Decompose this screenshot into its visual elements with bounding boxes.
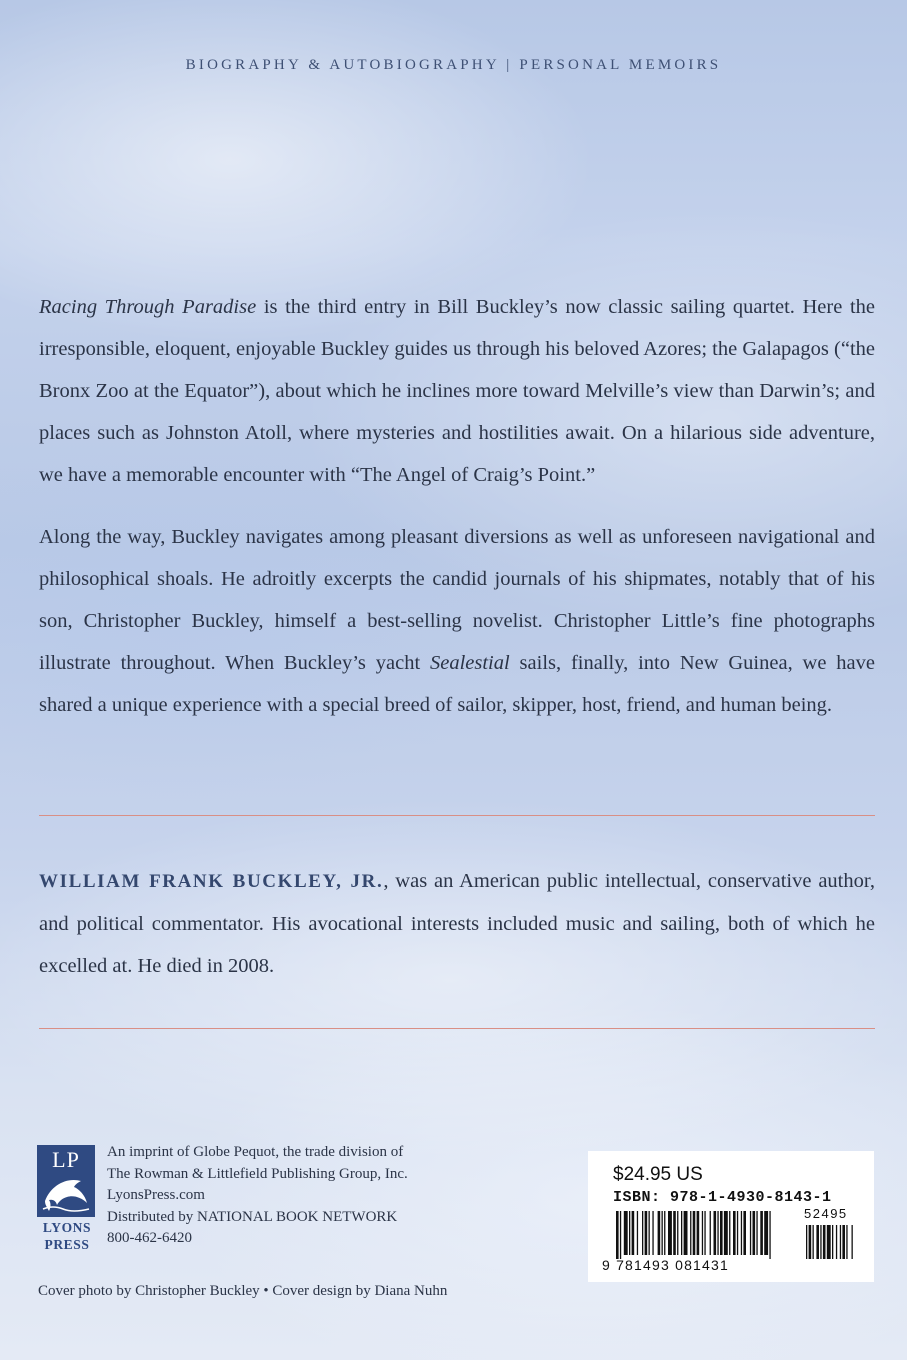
- barcode-panel: [588, 1151, 874, 1282]
- imprint-line-2: The Rowman & Littlefield Publishing Group, Inc.: [107, 1165, 408, 1182]
- blurb-paragraph-1-text: is the third entry in Bill Buckley’s now classic sailing quartet. Here the irresponsible, eloquent, enjoyable Buckley guides us through his beloved Azores; the Galapagos (“the Bronx Zoo at the Equator”), about which he inclines more toward Melville’s view than Darwin’s; and places such as Johnston Atoll, where mysteries and hostilities await. On a hilarious side adventure, we have a memorable encounter with “The Angel of Craig’s Point.”: [39, 296, 875, 486]
- price-label: $24.95 US: [613, 1164, 703, 1185]
- blurb-paragraph-2: [39, 516, 875, 726]
- divider-top: [39, 815, 875, 816]
- imprint-distributor: Distributed by NATIONAL BOOK NETWORK: [107, 1208, 398, 1225]
- logo-line-1: LYONS: [42, 1220, 92, 1235]
- logo-monogram: LP: [52, 1147, 80, 1172]
- dolphin-icon: [41, 1171, 91, 1215]
- cover-credits: Cover photo by Christopher Buckley • Cover design by Diana Nuhn: [38, 1283, 448, 1299]
- divider-bottom: [39, 1028, 875, 1029]
- imprint-info: [107, 1142, 408, 1250]
- barcode-addon-digits: 52495: [804, 1206, 848, 1221]
- isbn-label: ISBN: 978-1-4930-8143-1: [613, 1189, 832, 1206]
- publisher-logo: [37, 1145, 97, 1253]
- category-heading: BIOGRAPHY & AUTOBIOGRAPHY | PERSONAL MEMOIRS: [185, 57, 722, 73]
- blurb-paragraph-1: [39, 286, 875, 496]
- barcode-digits: 9 781493 081431: [602, 1257, 729, 1273]
- imprint-line-1: An imprint of Globe Pequot, the trade division of: [107, 1144, 404, 1160]
- book-title: Racing Through Paradise: [39, 296, 257, 318]
- blurb-paragraph-2-text-b: sails, finally, into New Guinea, we have shared a unique experience with a special breed of sailor, skipper, host, friend, and human being.: [39, 652, 875, 716]
- imprint-website: LyonsPress.com: [107, 1187, 205, 1203]
- logo-wordmark: [37, 1219, 97, 1253]
- logo-line-2: PRESS: [44, 1237, 90, 1252]
- author-bio-text: , was an American public intellectual, conservative author, and political commentator. His avocational interests included music and sailing, both of which he excelled at. He died in 2008.: [39, 870, 876, 977]
- author-bio: [39, 860, 875, 987]
- author-name: WILLIAM FRANK BUCKLEY, JR.: [39, 871, 384, 892]
- blurb-paragraph-2-text-a: Along the way, Buckley navigates among pleasant diversions as well as unforeseen navigational and philosophical shoals. He adroitly excerpts the candid journals of his shipmates, notably that of his son, Christopher Buckley, himself a best-selling novelist. Christopher Little’s fine photographs illustrate throughout. When Buckley’s yacht: [39, 526, 875, 674]
- imprint-phone: 800-462-6420: [107, 1230, 192, 1246]
- yacht-name: Sealestial: [429, 652, 510, 674]
- logo-box: [37, 1145, 95, 1217]
